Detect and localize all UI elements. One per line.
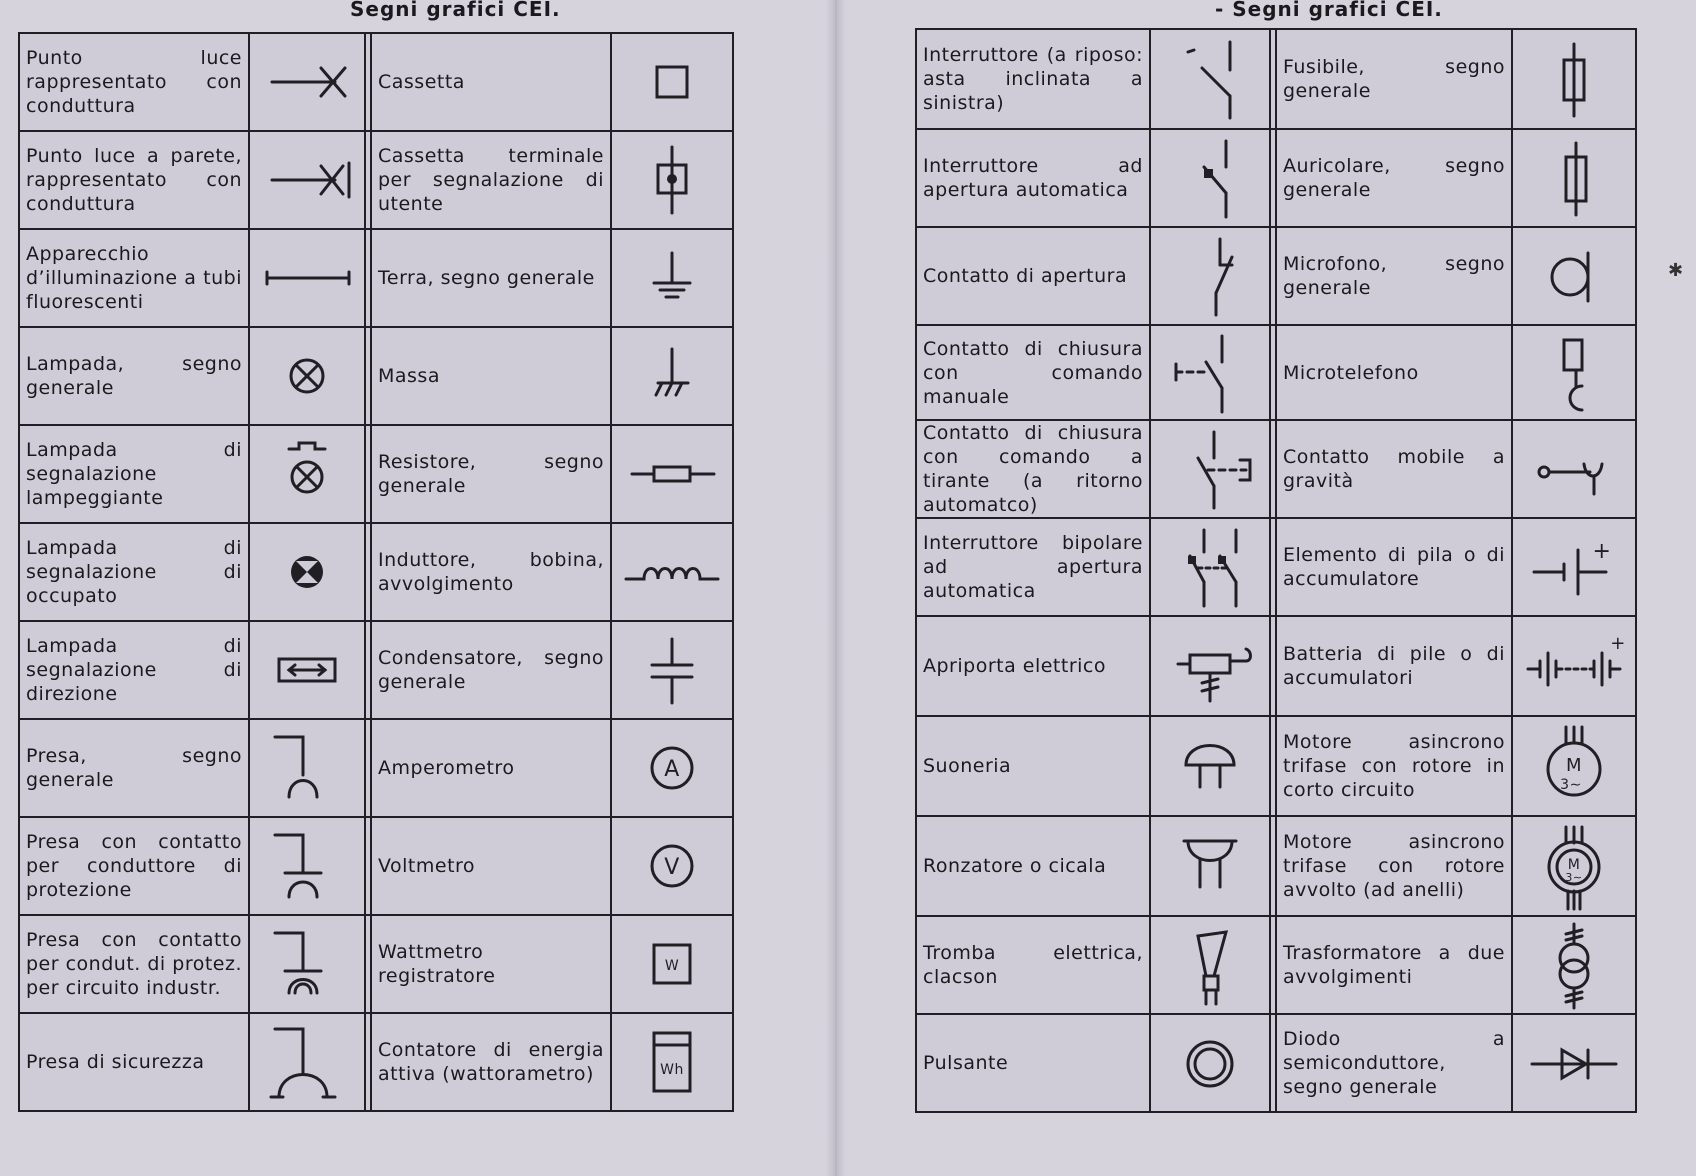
svg-text:M: M xyxy=(1567,857,1581,873)
symbol-label: Pulsante xyxy=(916,1014,1150,1112)
diode-icon xyxy=(1524,1018,1624,1108)
symbol-label: Motore asincrono trifase con rotore in corto circuito xyxy=(1276,716,1512,816)
symbol-label: Elemento di pila o di accumulatore xyxy=(1276,518,1512,616)
lamp-icon xyxy=(257,331,357,421)
right-symbol-table xyxy=(915,28,1637,1113)
symbol-label: Contatto di chiusura con comando manuale xyxy=(916,325,1150,420)
table-row xyxy=(916,129,1636,227)
table-row xyxy=(19,131,733,229)
symbol-cell xyxy=(1512,518,1636,616)
fuse-icon xyxy=(1524,34,1624,124)
symbol-label: Presa con contatto per condut. di protez. per circuito industr. xyxy=(19,915,249,1013)
voltmeter-icon xyxy=(622,821,722,911)
symbol-label: Presa con contatto per conduttore di protezione xyxy=(19,817,249,915)
symbol-label: Lampada di segnalazione di occupato xyxy=(19,523,249,621)
industrial-socket-icon xyxy=(257,919,357,1009)
symbol-label: Interruttore (a riposo: asta inclinata a sinistra) xyxy=(916,29,1150,129)
symbol-label: Condensatore, segno generale xyxy=(371,621,611,719)
busy-lamp-icon xyxy=(257,527,357,617)
manual-make-contact-icon xyxy=(1160,328,1260,418)
symbol-cell xyxy=(611,425,733,523)
symbol-cell xyxy=(611,621,733,719)
symbol-label: Motore asincrono trifase con rotore avvolto (ad anelli) xyxy=(1276,816,1512,916)
battery-icon xyxy=(1524,621,1624,711)
symbol-label: Cassetta xyxy=(371,33,611,131)
symbol-cell xyxy=(1512,616,1636,716)
table-row xyxy=(916,518,1636,616)
pull-contact-icon xyxy=(1160,424,1260,514)
push-button-icon xyxy=(1160,1018,1260,1108)
symbol-cell xyxy=(1512,716,1636,816)
symbol-label: Massa xyxy=(371,327,611,425)
table-row xyxy=(19,523,733,621)
earphone-icon xyxy=(1524,133,1624,223)
symbol-cell xyxy=(1512,29,1636,129)
symbol-cell xyxy=(611,131,733,229)
symbol-cell xyxy=(611,719,733,817)
symbol-label: Terra, segno generale xyxy=(371,229,611,327)
svg-text:Wh: Wh xyxy=(660,1062,684,1078)
door-opener-icon xyxy=(1160,621,1260,711)
table-row xyxy=(19,425,733,523)
bipolar-breaker-icon xyxy=(1160,522,1260,612)
symbol-label: Ronzatore o cicala xyxy=(916,816,1150,916)
symbol-cell xyxy=(249,915,365,1013)
symbol-cell xyxy=(249,131,365,229)
squirrel-cage-motor-icon xyxy=(1524,721,1624,811)
table-row xyxy=(19,229,733,327)
symbol-label: Auricolare, segno generale xyxy=(1276,129,1512,227)
symbol-label: Resistore, segno generale xyxy=(371,425,611,523)
page-gutter xyxy=(826,0,846,1176)
symbol-cell xyxy=(249,327,365,425)
svg-text:V: V xyxy=(664,855,680,880)
symbol-label: Interruttore bipolare ad apertura automatica xyxy=(916,518,1150,616)
inductor-icon xyxy=(622,527,722,617)
symbol-label: Punto luce rappresentato con conduttura xyxy=(19,33,249,131)
table-row xyxy=(916,916,1636,1014)
symbol-cell xyxy=(1512,325,1636,420)
symbol-label: Contatto di chiusura con comando a tirante (a ritorno automatco) xyxy=(916,420,1150,518)
table-row xyxy=(916,29,1636,129)
symbol-label: Interruttore ad apertura automatica xyxy=(916,129,1150,227)
symbol-label: Contatto di apertura xyxy=(916,227,1150,325)
symbol-cell xyxy=(249,229,365,327)
handset-icon xyxy=(1524,328,1624,418)
symbol-cell xyxy=(611,523,733,621)
svg-text:3∼: 3∼ xyxy=(1565,871,1583,884)
terminal-box-icon xyxy=(622,135,722,225)
table-row xyxy=(19,915,733,1013)
microphone-icon xyxy=(1524,231,1624,321)
symbol-cell xyxy=(1150,227,1270,325)
symbol-cell xyxy=(1150,916,1270,1014)
svg-text:+: + xyxy=(1592,539,1612,564)
symbol-label: Fusibile, segno generale xyxy=(1276,29,1512,129)
symbol-label: Trasformatore a due avvolgimenti xyxy=(1276,916,1512,1014)
symbol-label: Microfono, segno generale xyxy=(1276,227,1512,325)
symbol-label: Amperometro xyxy=(371,719,611,817)
symbol-cell xyxy=(1150,716,1270,816)
symbol-cell xyxy=(249,1013,365,1111)
table-row xyxy=(916,420,1636,518)
table-row xyxy=(916,716,1636,816)
symbol-cell xyxy=(249,621,365,719)
ammeter-icon xyxy=(622,723,722,813)
recording-wattmeter-icon xyxy=(622,919,722,1009)
symbol-label: Batteria di pile o di accumulatori xyxy=(1276,616,1512,716)
page-speck: ✱ xyxy=(1668,260,1684,281)
svg-text:M: M xyxy=(1565,755,1583,776)
socket-icon xyxy=(257,723,357,813)
symbol-label: Contatto mobile a gravità xyxy=(1276,420,1512,518)
light-point-icon xyxy=(257,37,357,127)
symbol-cell xyxy=(1150,816,1270,916)
table-row xyxy=(19,33,733,131)
symbol-label: Tromba elettrica, clacson xyxy=(916,916,1150,1014)
symbol-label: Lampada di segnalazione lampeggiante xyxy=(19,425,249,523)
symbol-label: Lampada di segnalazione di direzione xyxy=(19,621,249,719)
left-symbol-table xyxy=(18,32,734,1112)
symbol-cell xyxy=(1150,129,1270,227)
svg-text:A: A xyxy=(664,757,680,782)
symbol-cell xyxy=(1150,616,1270,716)
symbol-cell xyxy=(1512,816,1636,916)
table-row xyxy=(19,621,733,719)
symbol-cell xyxy=(1150,420,1270,518)
safety-socket-icon xyxy=(257,1017,357,1107)
svg-text:+: + xyxy=(1610,633,1626,654)
symbol-label: Wattmetro registratore xyxy=(371,915,611,1013)
symbol-label: Contatore di energia attiva (wattorametro) xyxy=(371,1013,611,1111)
box-icon xyxy=(622,37,722,127)
fluorescent-tube-icon xyxy=(257,233,357,323)
symbol-label: Apparecchio d’illuminazione a tubi fluorescenti xyxy=(19,229,249,327)
flashing-lamp-icon xyxy=(257,429,357,519)
buzzer-icon xyxy=(1160,821,1260,911)
symbol-label: Presa di sicurezza xyxy=(19,1013,249,1111)
symbol-cell xyxy=(249,817,365,915)
table-row xyxy=(19,719,733,817)
table-row xyxy=(916,616,1636,716)
symbol-cell xyxy=(611,915,733,1013)
symbol-cell xyxy=(249,33,365,131)
earth-icon xyxy=(622,233,722,323)
symbol-cell xyxy=(611,327,733,425)
table-row xyxy=(916,1014,1636,1112)
svg-text:3∼: 3∼ xyxy=(1560,777,1582,793)
symbol-cell xyxy=(611,33,733,131)
resistor-icon xyxy=(622,429,722,519)
symbol-cell xyxy=(249,523,365,621)
symbol-label: Voltmetro xyxy=(371,817,611,915)
symbol-cell xyxy=(249,425,365,523)
symbol-label: Apriporta elettrico xyxy=(916,616,1150,716)
right-page-title: - Segni grafici CEI. xyxy=(1215,0,1443,21)
table-row xyxy=(916,816,1636,916)
earthed-socket-icon xyxy=(257,821,357,911)
symbol-label: Induttore, bobina, avvolgimento xyxy=(371,523,611,621)
svg-text:W: W xyxy=(664,958,680,974)
symbol-cell xyxy=(1150,518,1270,616)
automatic-breaker-icon xyxy=(1160,133,1260,223)
switch-icon xyxy=(1160,34,1260,124)
direction-lamp-icon xyxy=(257,625,357,715)
symbol-cell xyxy=(1512,227,1636,325)
symbol-label: Diodo a semiconduttore, segno generale xyxy=(1276,1014,1512,1112)
symbol-cell xyxy=(1512,420,1636,518)
table-row xyxy=(916,325,1636,420)
symbol-label: Cassetta terminale per segnalazione di utente xyxy=(371,131,611,229)
horn-icon xyxy=(1160,920,1260,1010)
break-contact-icon xyxy=(1160,231,1260,321)
cell-icon xyxy=(1524,522,1624,612)
symbol-label: Lampada, segno generale xyxy=(19,327,249,425)
bell-icon xyxy=(1160,721,1260,811)
table-row xyxy=(19,327,733,425)
symbol-cell xyxy=(1512,916,1636,1014)
left-page-title: Segni grafici CEI. xyxy=(350,0,561,21)
table-row xyxy=(19,817,733,915)
symbol-cell xyxy=(1150,1014,1270,1112)
energy-meter-icon xyxy=(622,1017,722,1107)
wall-light-point-icon xyxy=(257,135,357,225)
symbol-label: Punto luce a parete, rappresentato con conduttura xyxy=(19,131,249,229)
symbol-label: Suoneria xyxy=(916,716,1150,816)
symbol-cell xyxy=(1512,1014,1636,1112)
table-row xyxy=(916,227,1636,325)
symbol-label: Presa, segno generale xyxy=(19,719,249,817)
symbol-cell xyxy=(1512,129,1636,227)
symbol-label: Microtelefono xyxy=(1276,325,1512,420)
symbol-cell xyxy=(611,1013,733,1111)
wound-rotor-motor-icon xyxy=(1524,821,1624,911)
chassis-ground-icon xyxy=(622,331,722,421)
capacitor-icon xyxy=(622,625,722,715)
symbol-cell xyxy=(611,817,733,915)
symbol-cell xyxy=(1150,29,1270,129)
symbol-cell xyxy=(611,229,733,327)
gravity-contact-icon xyxy=(1524,424,1624,514)
symbol-cell xyxy=(1150,325,1270,420)
symbol-cell xyxy=(249,719,365,817)
table-row xyxy=(19,1013,733,1111)
transformer-icon xyxy=(1524,920,1624,1010)
